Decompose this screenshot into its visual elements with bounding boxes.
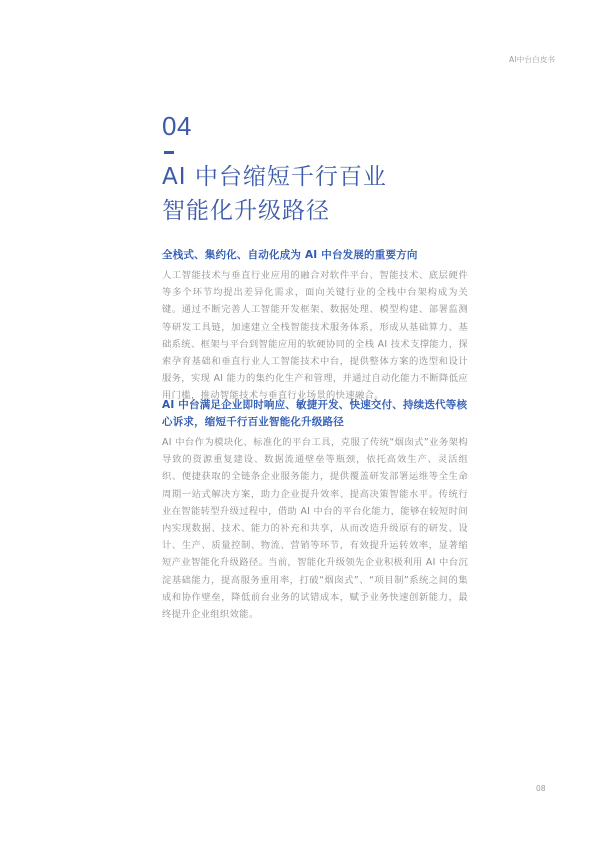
chapter-number: 04 xyxy=(162,111,192,141)
chapter-title-line-1: AI 中台缩短千行百业 xyxy=(162,164,387,190)
chapter-title-line-2: 智能化升级路径 xyxy=(162,198,330,224)
page-number: 08 xyxy=(536,784,546,793)
chapter-title xyxy=(162,160,387,228)
section-heading: 全栈式、集约化、自动化成为 AI 中台发展的重要方向 xyxy=(162,249,418,261)
section-body-paragraph: 人工智能技术与垂直行业应用的融合对软件平台、智能技术、底层硬件等多个环节均提出差异化需求，面向关键行业的全栈中台架构成为关键。通过不断完善人工智能开发框架、数据处理、模型构建、部署监测等研发工具链，加速建立全栈智能技术服务体系，形成从基础算力、基础系统、框架与平台到智能应用的软硬协同的全栈 AI 技术支撑能力，探索孕育基础和垂直行业人工智能技术中台，提供整体方案的选型和设计服务，实现 AI 能力的集约化生产和管理，并通过自动化能力不断降低应用门槛，推动智能技术与垂直行业场景的快速融合。 xyxy=(162,270,468,402)
section-core-demands xyxy=(162,397,468,623)
section-full-stack-direction xyxy=(162,247,468,405)
section-body-paragraph: AI 中台作为模块化、标准化的平台工具，克服了传统“烟囱式”业务架构导致的资源重复建设、数据流通壁垒等瓶颈，依托高效生产、灵活组织、便捷获取的全链条企业服务能力，提供覆盖研发部署运维等全生命周期一站式解决方案，助力企业提升效率、提高决策智能水平。传统行业在智能转型升级过程中，借助 AI 中台的平台化能力，能够在较短时间内实现数据、技术、能力的补充和共享，从而改造升级原有的研发、设计、生产、质量控制、物流、营销等环节，有效提升运转效率，显著缩短产业智能化升级路径。当前，智能化升级领先企业积极利用 AI 中台沉淀基础能力，提高服务重用率，打破“烟囱式”、“项目制”系统之间的集成和协作壁垒，降低前台业务的试错成本，赋予业务快速创新能力，最终提升企业组织效能。 xyxy=(162,437,468,621)
document-header-label: AI中台白皮书 xyxy=(509,55,556,64)
chapter-divider-dash xyxy=(164,151,174,154)
section-heading: AI 中台满足企业即时响应、敏捷开发、快速交付、持续迭代等核心诉求，缩短千行百业智能化升级路径 xyxy=(162,399,468,428)
